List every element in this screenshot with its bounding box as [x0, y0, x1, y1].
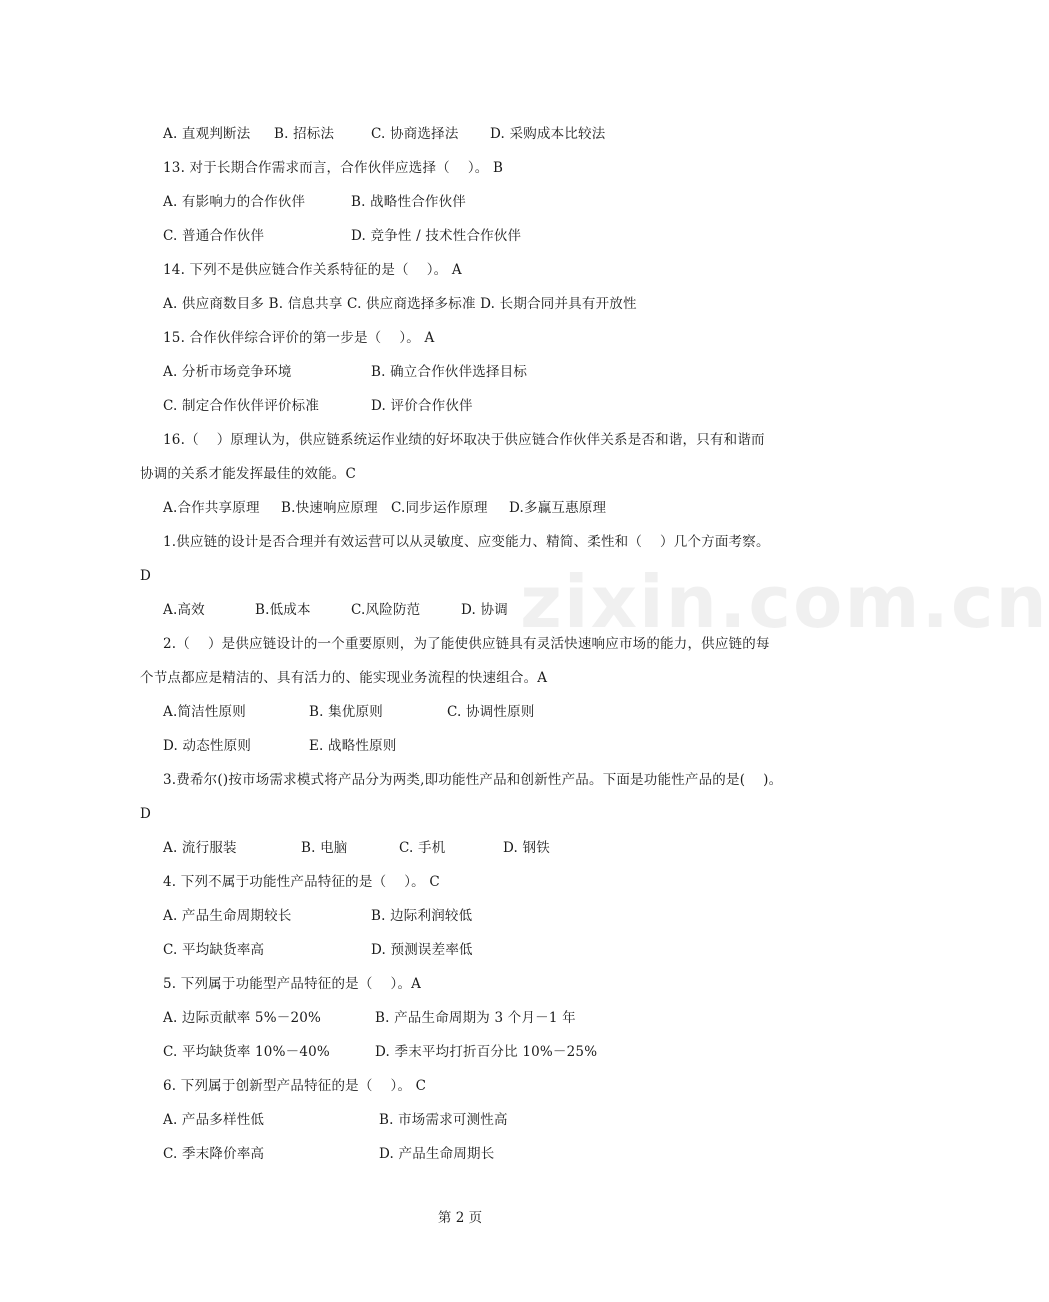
option-c: C. 季末降价率高 [163, 1146, 265, 1162]
option-a: A. 产品生命周期较长 [163, 908, 292, 924]
option-d: D. 钢铁 [503, 840, 550, 856]
option-b: B.快速响应原理 [281, 500, 378, 516]
option-d: D. 评价合作伙伴 [371, 398, 473, 414]
design-question-3-line1: 3.费希尔()按市场需求模式将产品分为两类,即功能性产品和创新性产品。下面是功能性产品的是( )。 [163, 772, 783, 788]
question-16-line1: 16.（ ）原理认为，供应链系统运作业绩的好坏取决于供应链合作伙伴关系是否和谐，只有和谐而 [163, 432, 765, 448]
question-15: 15. 合作伙伴综合评价的第一步是（ ）。 A [163, 330, 435, 346]
option-a: A. 有影响力的合作伙伴 [163, 194, 306, 210]
design-question-1-answer: D [140, 568, 152, 584]
option-b: B. 招标法 [274, 126, 335, 142]
option-c: C. 平均缺货率高 [163, 942, 265, 958]
question-14-options: A. 供应商数目多 B. 信息共享 C. 供应商选择多标准 D. 长期合同并具有开放性 [163, 296, 637, 312]
option-c: C. 手机 [399, 840, 446, 856]
option-d: D. 采购成本比较法 [490, 126, 606, 142]
option-a: A. 流行服装 [163, 840, 237, 856]
option-a: A. 分析市场竞争环境 [163, 364, 292, 380]
option-b: B. 确立合作伙伴选择目标 [371, 364, 528, 380]
option-b: B.低成本 [255, 602, 311, 618]
design-question-2-line1: 2.（ ）是供应链设计的一个重要原则，为了能使供应链具有灵活快速响应市场的能力，供应链的每 [163, 636, 770, 652]
option-b: B. 集优原则 [309, 704, 383, 720]
question-16-line2: 协调的关系才能发挥最佳的效能。C [140, 466, 357, 482]
option-a: A. 直观判断法 [163, 126, 251, 142]
option-a: A.高效 [163, 602, 205, 618]
option-b: B. 电脑 [301, 840, 348, 856]
option-d: D. 预测误差率低 [371, 942, 473, 958]
option-d: D. 竞争性 / 技术性合作伙伴 [351, 228, 522, 244]
option-c: C.风险防范 [351, 602, 421, 618]
design-question-1-line1: 1.供应链的设计是否合理并有效运营可以从灵敏度、应变能力、精简、柔性和（ ）几个方面考察。 [163, 534, 770, 550]
option-c: C. 协商选择法 [371, 126, 459, 142]
question-14: 14. 下列不是供应链合作关系特征的是（ ）。 A [163, 262, 462, 278]
option-d: D. 动态性原则 [163, 738, 252, 754]
page-number: 第 2 页 [437, 1210, 483, 1226]
option-a: A. 产品多样性低 [163, 1112, 265, 1128]
design-question-2-line2: 个节点都应是精洁的、具有活力的、能实现业务流程的快速组合。A [140, 670, 548, 686]
option-b: B. 战略性合作伙伴 [351, 194, 467, 210]
option-d: D. 季末平均打折百分比 10%－25% [375, 1044, 598, 1060]
option-a: A.合作共享原理 [163, 500, 260, 516]
question-13: 13. 对于长期合作需求而言，合作伙伴应选择（ ）。 B [163, 160, 504, 176]
option-c: C. 平均缺货率 10%－40% [163, 1044, 330, 1060]
option-c: C.同步运作原理 [391, 500, 488, 516]
option-c: C. 普通合作伙伴 [163, 228, 265, 244]
option-b: B. 边际利润较低 [371, 908, 473, 924]
design-question-5: 5. 下列属于功能型产品特征的是（ ）。A [163, 976, 422, 992]
option-d: D. 协调 [461, 602, 508, 618]
design-question-3-answer: D [140, 806, 152, 822]
option-b: B. 市场需求可测性高 [379, 1112, 508, 1128]
option-c: C. 制定合作伙伴评价标准 [163, 398, 320, 414]
design-question-4: 4. 下列不属于功能性产品特征的是（ ）。 C [163, 874, 440, 890]
option-e: E. 战略性原则 [309, 738, 397, 754]
option-c: C. 协调性原则 [447, 704, 535, 720]
watermark: zixin.com.cn [520, 560, 1049, 644]
option-a: A.简洁性原则 [163, 704, 246, 720]
design-question-6: 6. 下列属于创新型产品特征的是（ ）。 C [163, 1078, 427, 1094]
option-a: A. 边际贡献率 5%－20% [163, 1010, 322, 1026]
option-b: B. 产品生命周期为 3 个月－1 年 [375, 1010, 576, 1026]
option-d: D. 产品生命周期长 [379, 1146, 495, 1162]
option-d: D.多赢互惠原理 [509, 500, 607, 516]
